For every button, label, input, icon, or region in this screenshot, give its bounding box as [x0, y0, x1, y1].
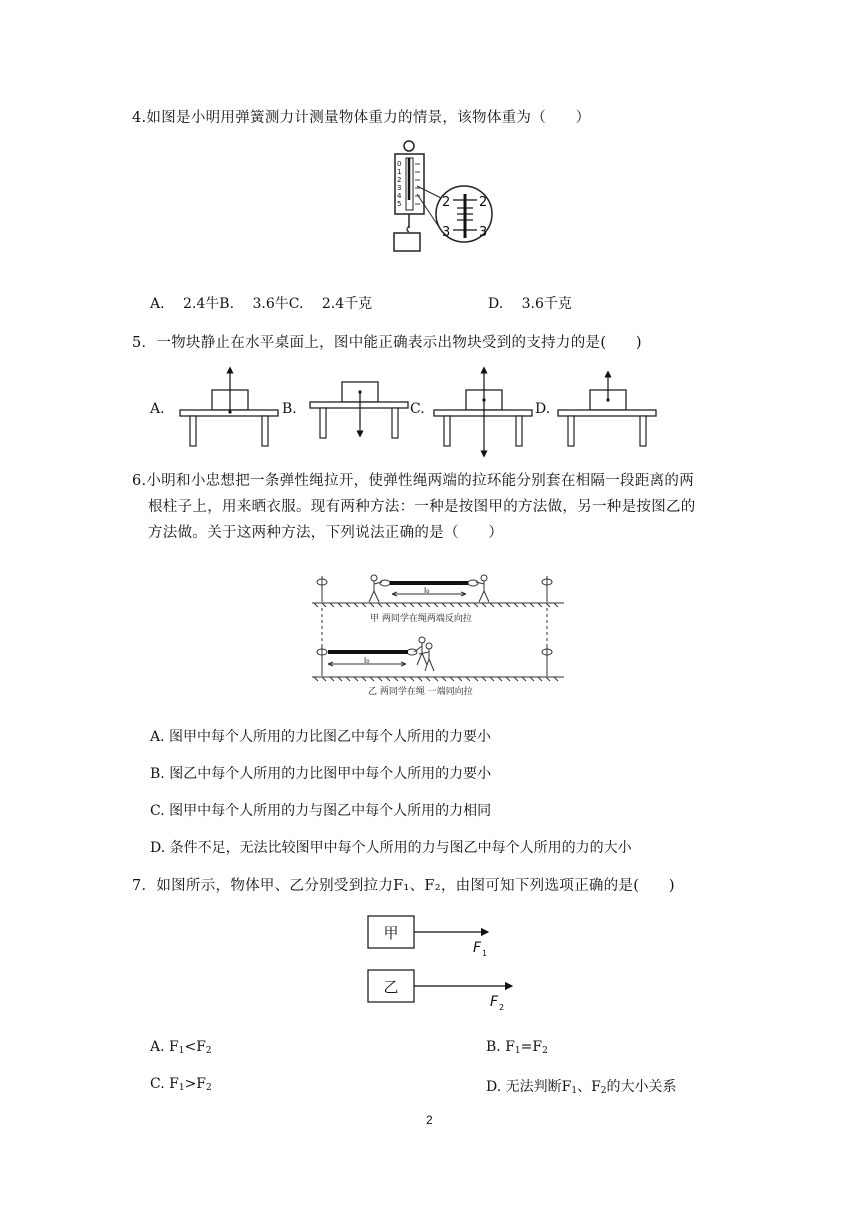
l0-label-bottom: l₀ [364, 656, 370, 665]
f2-sub: 2 [499, 1003, 505, 1012]
question-4-stem: 4.如图是小明用弹簧测力计测量物体重力的情景，该物体重为（ ） [132, 110, 591, 126]
page-number: 2 [426, 1113, 433, 1127]
question-7-option-a: A. $F_1<F_2$ [150, 1039, 212, 1056]
question-4-options-abc: A. 2.4牛B. 3.6牛C. 2.4千克 [150, 296, 373, 312]
question-5-stem: 5．一物块静止在水平桌面上，图中能正确表示出物块受到的支持力的是( ) [132, 335, 642, 351]
scale-num-0: 0 [397, 160, 402, 168]
scale-num-5: 5 [397, 200, 402, 208]
table-figure-a [178, 366, 280, 450]
spring-scale-figure [385, 138, 495, 260]
svg-text:2: 2 [479, 195, 488, 210]
question-6-option-d: D. 条件不足，无法比较图甲中每个人所用的力与图乙中每个人所用的力的大小 [150, 840, 632, 856]
question-6-stem-line-2: 根柱子上，用来晒衣服。现有两种方法：一种是按图甲的方法做，另一种是按图乙的 [148, 499, 696, 515]
scale-num-2: 2 [397, 176, 402, 184]
question-6-option-b: B. 图乙中每个人所用的力比图甲中每个人所用的力要小 [150, 766, 492, 782]
scale-num-3: 3 [397, 184, 402, 192]
zoom-label-3: 3 [442, 225, 451, 240]
svg-text:3: 3 [479, 225, 488, 240]
question-7-option-d: D. 无法判断$F_1$、$F_2$的大小关系 [486, 1079, 677, 1096]
question-7-option-b: B. $F_1=F_2$ [486, 1039, 548, 1056]
question-5-label-a: A. [150, 401, 165, 417]
question-5-label-c: C. [410, 401, 425, 417]
question-7-option-c: C. $F_1>F_2$ [150, 1076, 212, 1093]
question-5-label-b: B. [282, 401, 297, 417]
force-figure [360, 912, 530, 1012]
f1-sub: 1 [482, 949, 488, 958]
question-4-option-d: D. 3.6千克 [488, 296, 572, 312]
question-6-option-c: C. 图甲中每个人所用的力与图乙中每个人所用的力相同 [150, 803, 492, 819]
caption-jia: 甲 两同学在绳两端反向拉 [370, 614, 472, 624]
zoom-label-2: 2 [442, 195, 451, 210]
question-6-option-a: A. 图甲中每个人所用的力比图乙中每个人所用的力要小 [150, 729, 492, 745]
l0-label-top: l₀ [424, 586, 430, 595]
question-7-stem: 7．如图所示，物体甲、乙分别受到拉力F₁、F₂，由图可知下列选项正确的是( ) [132, 878, 675, 894]
box-jia-label: 甲 [383, 924, 399, 942]
f1-label: F [473, 940, 482, 956]
elastic-rope-figure [310, 570, 566, 698]
caption-yi: 乙 两同学在绳 一端同向拉 [368, 687, 473, 697]
question-5-label-d: D. [535, 401, 551, 417]
scale-num-4: 4 [397, 192, 402, 200]
table-figure-d [556, 366, 658, 450]
question-6-stem-line-3: 方法做。关于这两种方法，下列说法正确的是（ ） [148, 525, 504, 541]
box-yi-label: 乙 [383, 978, 399, 996]
question-6-stem-line-1: 6.小明和小忠想把一条弹性绳拉开，使弹性绳两端的拉环能分别套在相隔一段距离的两 [132, 473, 695, 489]
table-figure-c [432, 366, 534, 460]
scale-num-1: 1 [397, 168, 402, 176]
table-figure-b [308, 378, 410, 460]
f2-label: F [490, 994, 499, 1010]
